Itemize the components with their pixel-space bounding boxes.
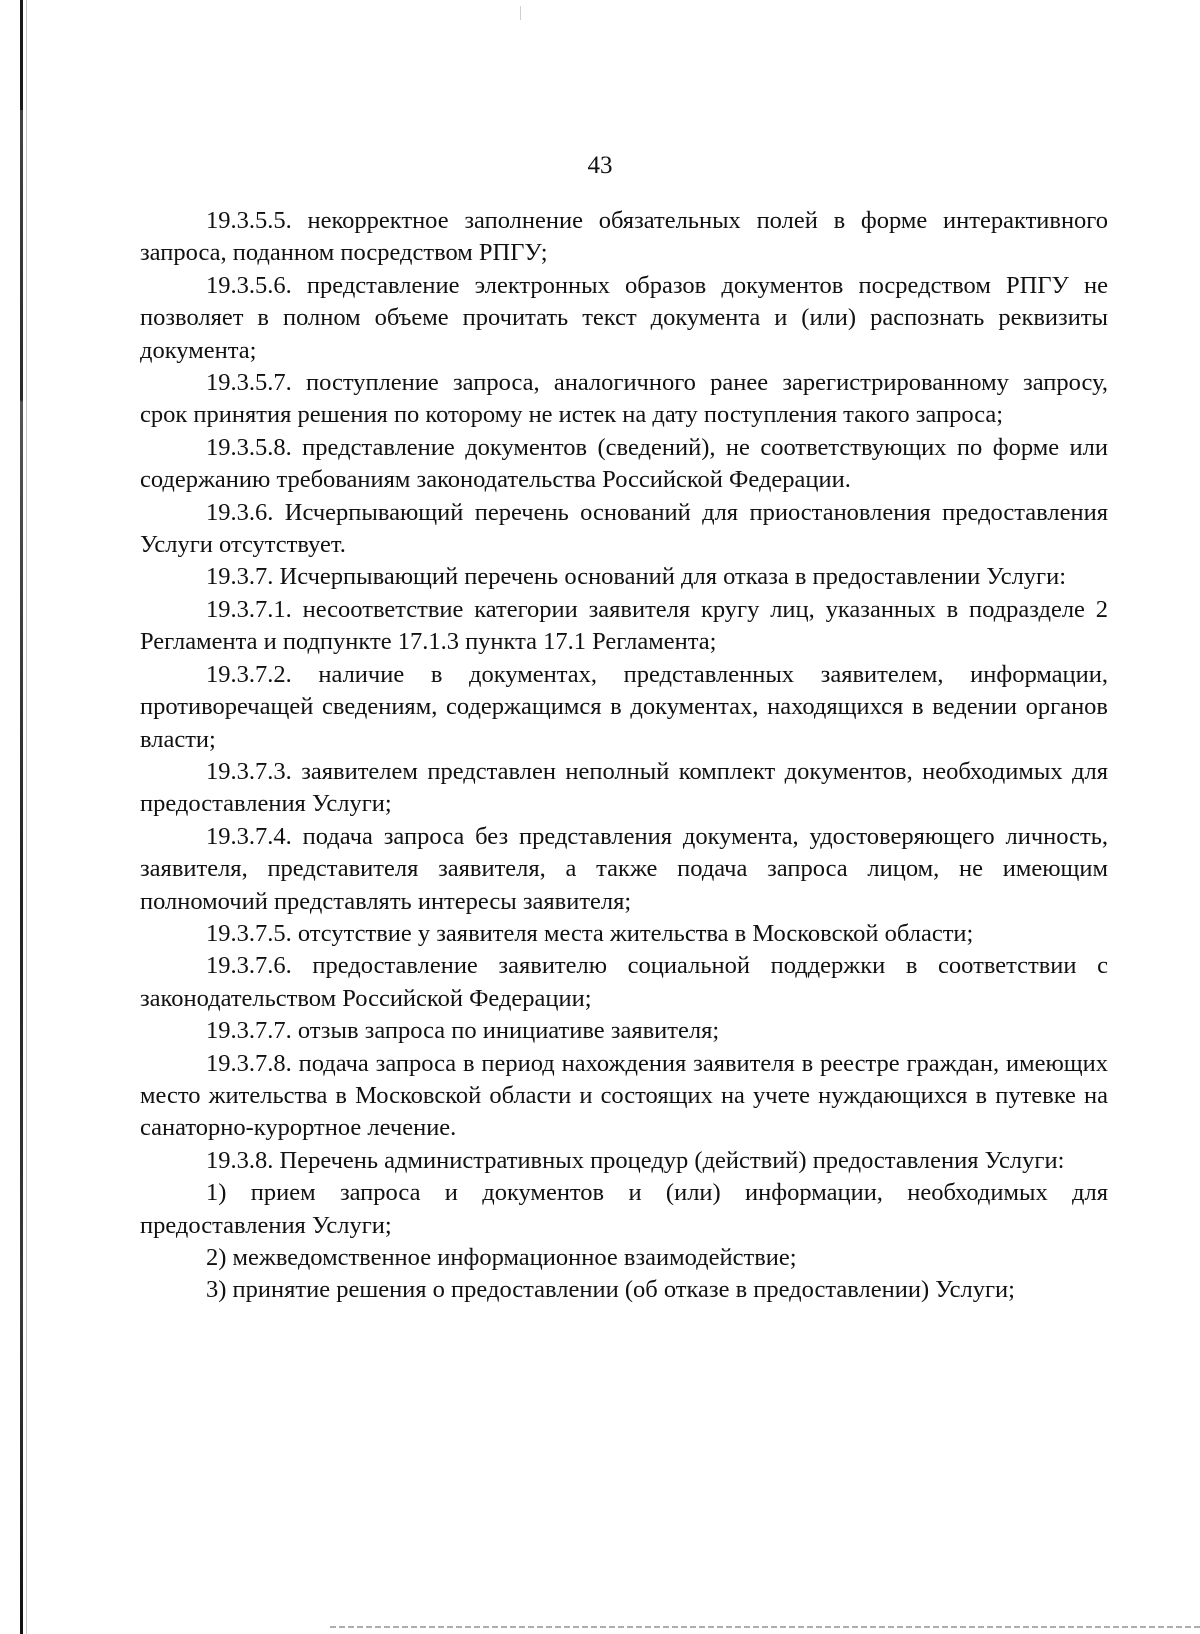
scan-bottom-edge [330,1626,1200,1628]
list-item-3: 3) принятие решения о предоставлении (об отказе в предоставлении) Услуги; [206,1276,1015,1304]
document-body [140,205,1108,1307]
list-item-2: 2) межведомственное информационное взаимодействие; [206,1244,797,1271]
paragraph-19-3-6: 19.3.6. Исчерпывающий перечень оснований для приостановления предоставления Услуги отсутствует. [140,498,1108,559]
paragraph-19-3-8: 19.3.8. Перечень административных процедур (действий) предоставления Услуги: [206,1146,1065,1174]
paragraph-19-3-5-8: 19.3.5.8. представление документов (сведений), не соответствующих по форме или содержанию требованиям законодательства Российской Федерации. [140,433,1108,494]
paragraph-19-3-7-6: 19.3.7.6. предоставление заявителю социальной поддержки в соответствии с законодательством Российской Федерации; [140,952,1108,1012]
paragraph-19-3-7-5: 19.3.7.5. отсутствие у заявителя места жительства в Московской области; [206,919,974,947]
paragraph-19-3-7-8: 19.3.7.8. подача запроса в период нахождения заявителя в реестре граждан, имеющих место жительства в Московской области и состоящих на учете нуждающихся в путевке на санаторно-курортное лечение. [140,1049,1108,1142]
scan-top-mark [520,6,521,20]
paragraph-19-3-7-2: 19.3.7.2. наличие в документах, представленных заявителем, информации, противоречащей сведениям, содержащимся в документах, находящихся в ведении органов власти; [140,660,1108,753]
scan-edge-line [26,0,27,1634]
paragraph-19-3-5-7: 19.3.5.7. поступление запроса, аналогичного ранее зарегистрированному запросу, срок принятия решения по которому не истек на дату поступления такого запроса; [140,369,1108,429]
paragraph-19-3-7-3: 19.3.7.3. заявителем представлен неполный комплект документов, необходимых для предоставления Услуги; [140,757,1108,818]
scan-edge-shadow [20,0,23,1634]
paragraph-19-3-5-5: 19.3.5.5. некорректное заполнение обязательных полей в форме интерактивного запроса, поданном посредством РПГУ; [140,207,1108,267]
paragraph-19-3-7-7: 19.3.7.7. отзыв запроса по инициативе заявителя; [206,1017,720,1045]
paragraph-19-3-7-4: 19.3.7.4. подача запроса без представления документа, удостоверяющего личность, заявителя, представителя заявителя, а также подача запроса лицом, не имеющим полномочий представлять интересы заявителя; [140,822,1108,915]
page-number: 43 [587,152,613,179]
list-item-1: 1) прием запроса и документов и (или) информации, необходимых для предоставления Услуги; [140,1179,1108,1239]
paragraph-19-3-7-1: 19.3.7.1. несоответствие категории заявителя кругу лиц, указанных в подразделе 2 Регламента и подпункте 17.1.3 пункта 17.1 Регламента; [140,595,1108,656]
paragraph-19-3-5-6: 19.3.5.6. представление электронных образов документов посредством РПГУ не позволяет в полном объеме прочитать текст документа и (или) распознать реквизиты документа; [140,271,1108,364]
paragraph-19-3-7: 19.3.7. Исчерпывающий перечень оснований для отказа в предоставлении Услуги: [206,563,1067,591]
